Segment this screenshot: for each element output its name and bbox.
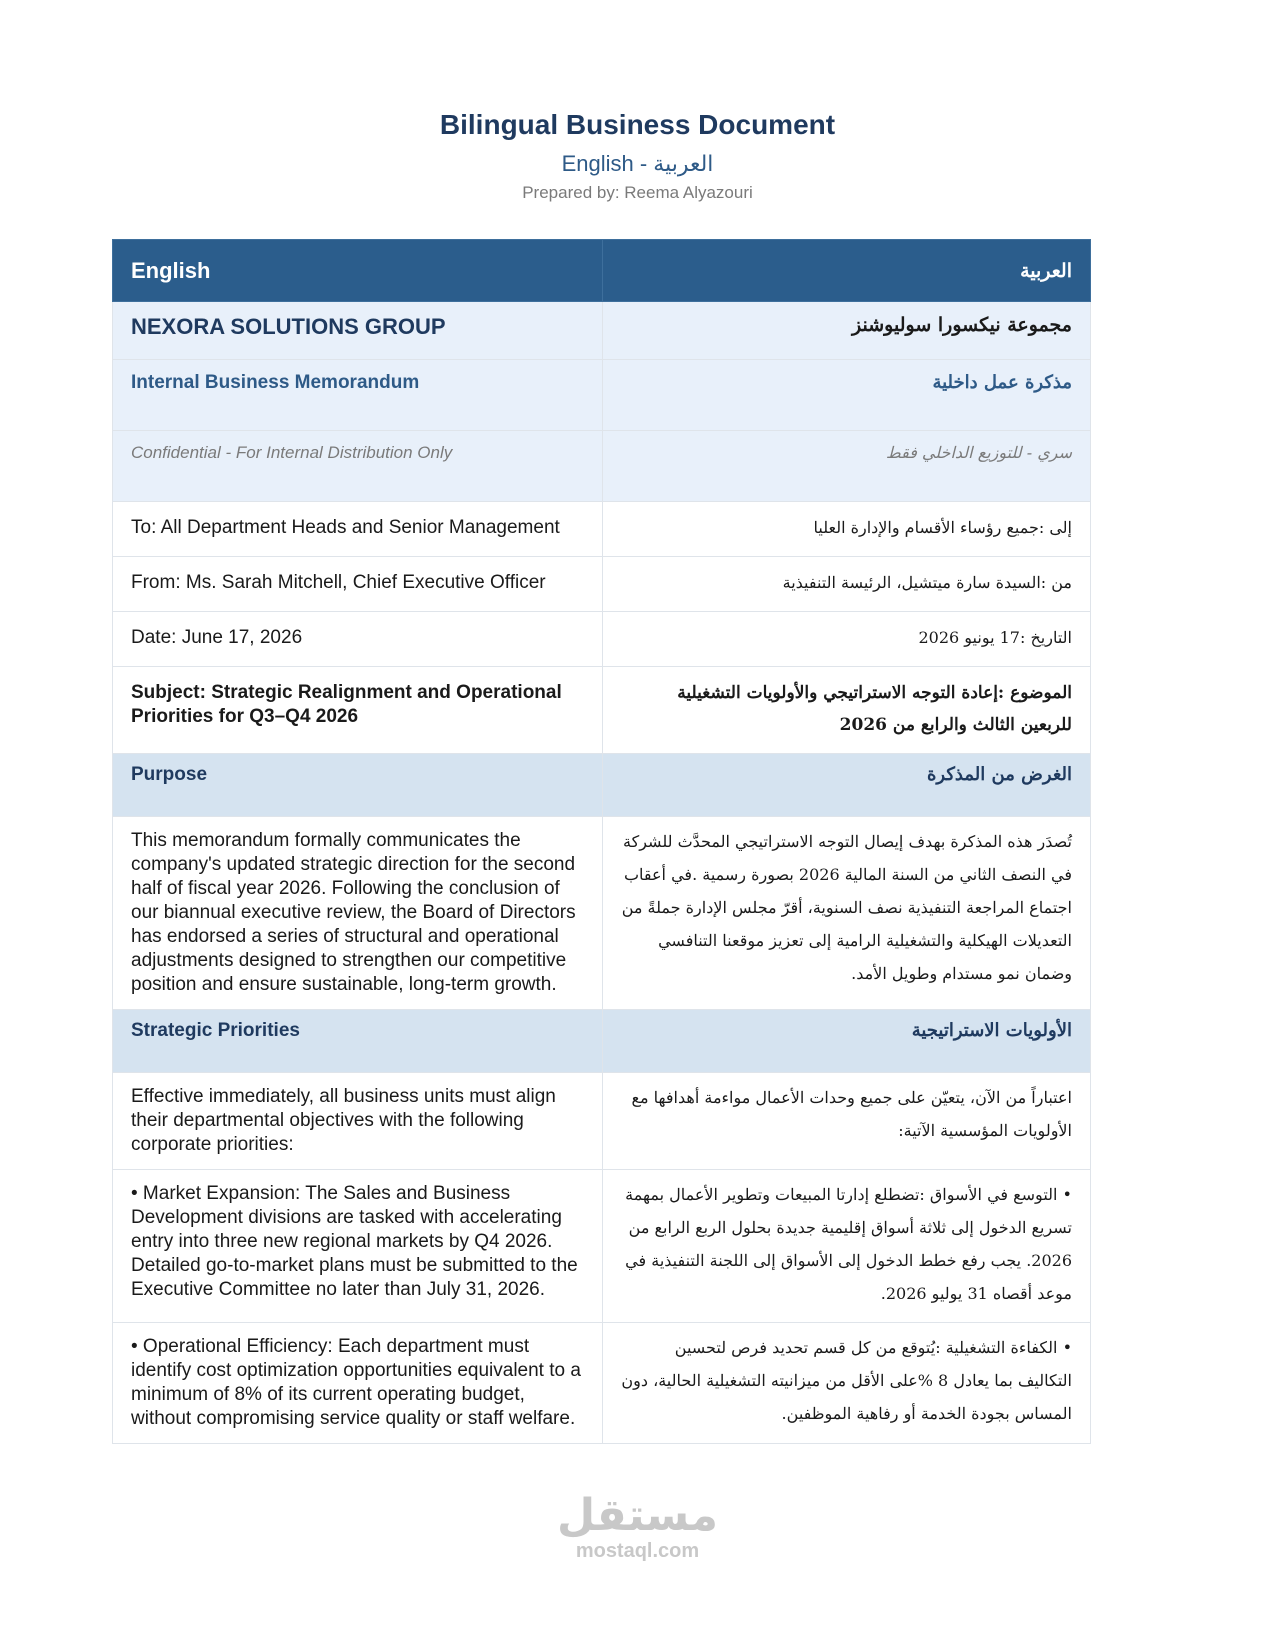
watermark-arabic: مستقل <box>557 1490 718 1541</box>
company-name-ar: مجموعة نيكسورا سوليوشنز <box>603 302 1091 360</box>
document-title: Bilingual Business Document <box>439 109 836 140</box>
date-row <box>113 612 1091 667</box>
document-languages: English - العربية <box>561 151 714 176</box>
memo-title-en: Internal Business Memorandum <box>113 360 603 431</box>
column-header-arabic: العربية <box>603 240 1091 302</box>
purpose-body-ar: تُصدَر هذه المذكرة بهدف إيصال التوجه الاستراتيجي المحدَّث للشركة في النصف الثاني من السنة المالية 2026 بصورة رسمية .في أعقاب اجتماع المراجعة التنفيذية نصف السنوية، أقرّ مجلس الإدارة جملةً من التعديلات الهيكلية والتشغيلية الرامية إلى تعزيز موقعنا التنافسي وضمان نمو مستدام وطويل الأمد. <box>603 817 1091 1010</box>
subject-ar: الموضوع :إعادة التوجه الاستراتيجي والأولويات التشغيلية للربعين الثالث والرابع من 2026 <box>603 667 1091 754</box>
priorities-intro-en: Effective immediately, all business units must align their departmental objectives with the following corporate priorities: <box>113 1073 603 1170</box>
to-ar: إلى :جميع رؤساء الأقسام والإدارة العليا <box>603 502 1091 557</box>
priorities-heading-row <box>113 1010 1091 1073</box>
purpose-heading-ar: الغرض من المذكرة <box>603 754 1091 817</box>
market-expansion-row <box>113 1170 1091 1323</box>
operational-efficiency-en: • Operational Efficiency: Each department must identify cost optimization opportunities equivalent to a minimum of 8% of its current operating budget, without compromising service quality or staff welfare. <box>113 1323 603 1444</box>
mostaql-watermark <box>0 1490 1275 1562</box>
market-expansion-en: • Market Expansion: The Sales and Business Development divisions are tasked with accelerating entry into three new regional markets by Q4 2026. Detailed go-to-market plans must be submitted to the Executive Committee no later than July 31, 2026. <box>113 1170 603 1323</box>
date-ar: التاريخ :17 يونيو 2026 <box>603 612 1091 667</box>
to-en: To: All Department Heads and Senior Management <box>113 502 603 557</box>
operational-efficiency-ar: • الكفاءة التشغيلية :يُتوقع من كل قسم تحديد فرص لتحسين التكاليف بما يعادل 8 %على الأقل من ميزانيته التشغيلية الحالية، دون المساس بجودة الخدمة أو رفاهية الموظفين. <box>603 1323 1091 1444</box>
priorities-intro-row <box>113 1073 1091 1170</box>
from-en: From: Ms. Sarah Mitchell, Chief Executive Officer <box>113 557 603 612</box>
market-expansion-ar: • التوسع في الأسواق :تضطلع إدارتا المبيعات وتطوير الأعمال بمهمة تسريع الدخول إلى ثلاثة أسواق إقليمية جديدة بحلول الربع الرابع من 2026. يجب رفع خطط الدخول إلى الأسواق إلى اللجنة التنفيذية في موعد أقصاه 31 يوليو 2026. <box>603 1170 1091 1323</box>
purpose-body-en: This memorandum formally communicates the company's updated strategic direction for the second half of fiscal year 2026. Following the conclusion of our biannual executive review, the Board of Directors has endorsed a series of structural and operational adjustments designed to strengthen our competitive position and ensure sustainable, long-term growth. <box>113 817 603 1010</box>
date-en: Date: June 17, 2026 <box>113 612 603 667</box>
purpose-heading-en: Purpose <box>113 754 603 817</box>
purpose-heading-row <box>113 754 1091 817</box>
watermark-latin: mostaql.com <box>575 1540 700 1562</box>
bilingual-memo-table <box>112 239 1091 1444</box>
subject-row <box>113 667 1091 754</box>
company-row <box>113 302 1091 360</box>
memo-title-ar: مذكرة عمل داخلية <box>603 360 1091 431</box>
table-header-row <box>113 240 1091 302</box>
subject-en: Subject: Strategic Realignment and Operational Priorities for Q3–Q4 2026 <box>113 667 603 754</box>
confidential-ar: سري - للتوزيع الداخلي فقط <box>603 431 1091 502</box>
from-ar: من :السيدة سارة ميتشيل، الرئيسة التنفيذية <box>603 557 1091 612</box>
confidential-en: Confidential - For Internal Distribution Only <box>113 431 603 502</box>
priorities-heading-en: Strategic Priorities <box>113 1010 603 1073</box>
document-header <box>0 108 1275 204</box>
memo-title-row <box>113 360 1091 431</box>
from-row <box>113 557 1091 612</box>
confidential-row <box>113 431 1091 502</box>
to-row <box>113 502 1091 557</box>
prepared-by: Prepared by: Reema Alyazouri <box>522 183 753 202</box>
priorities-heading-ar: الأولويات الاستراتيجية <box>603 1010 1091 1073</box>
column-header-english: English <box>113 240 603 302</box>
purpose-body-row <box>113 817 1091 1010</box>
priorities-intro-ar: اعتباراً من الآن، يتعيّن على جميع وحدات الأعمال مواءمة أهدافها مع الأولويات المؤسسية الآتية: <box>603 1073 1091 1170</box>
operational-efficiency-row <box>113 1323 1091 1444</box>
company-name-en: NEXORA SOLUTIONS GROUP <box>113 302 603 360</box>
